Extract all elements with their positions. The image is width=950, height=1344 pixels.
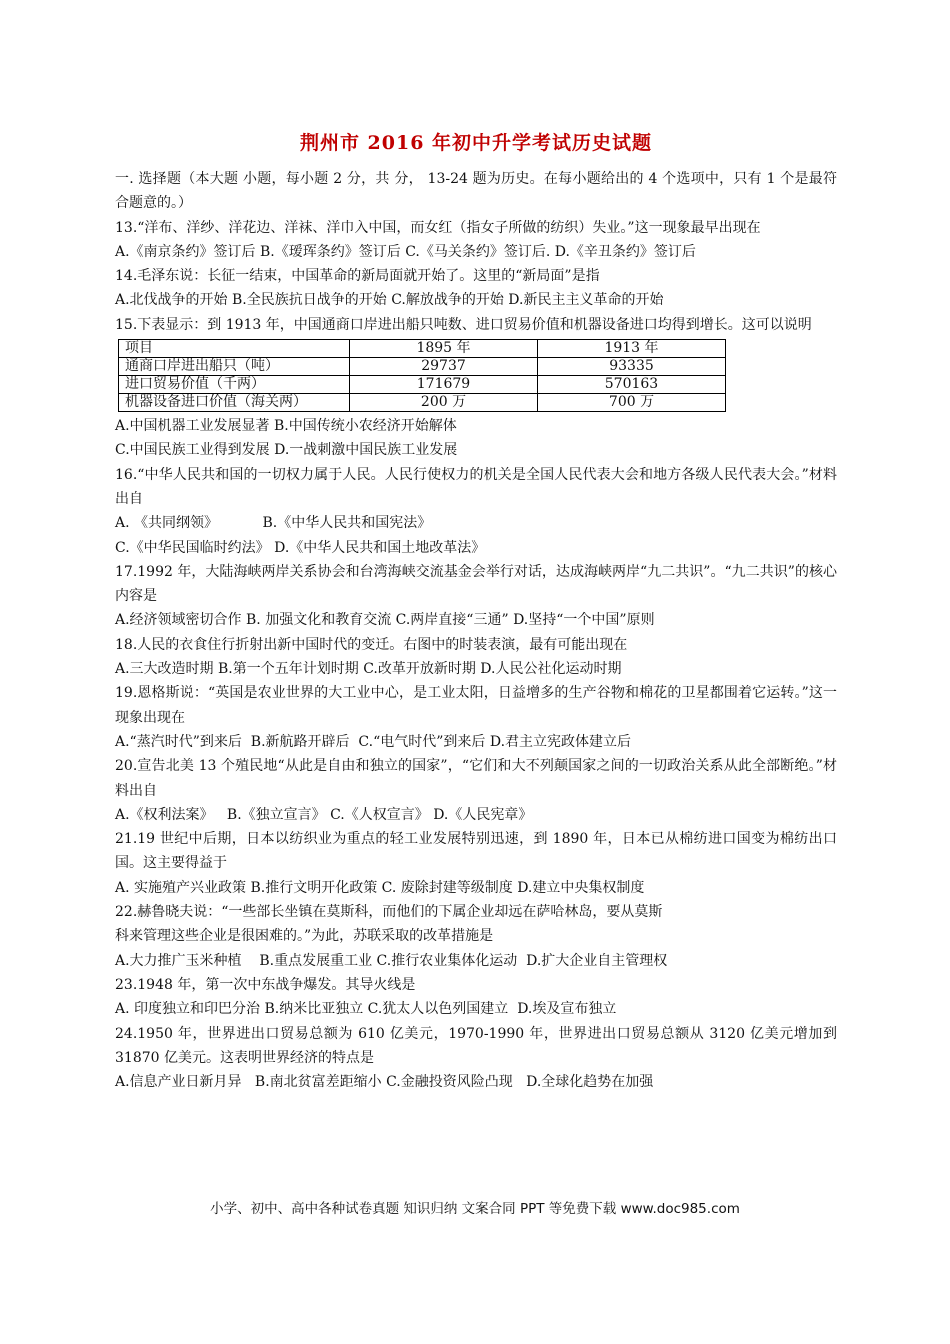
table-header-cell: 项目	[119, 340, 350, 358]
question-24-options: A.信息产业日新月异 B.南北贫富差距缩小 C.金融投资风险凸现 D.全球化趋势在加强	[115, 1074, 654, 1091]
table-cell: 93335	[538, 358, 726, 376]
table-cell: 通商口岸进出船只（吨）	[119, 358, 350, 376]
question-15-table	[118, 339, 726, 412]
table-cell: 200 万	[350, 394, 538, 412]
table-cell: 机器设备进口价值（海关两）	[119, 394, 350, 412]
question-13-options: A.《南京条约》签订后 B.《瑷珲条约》签订后 C.《马关条约》签订后. D.《辛丑条约》签订后	[115, 243, 696, 260]
table-row	[119, 358, 726, 376]
question-20-stem: 20.宣告北美 13 个殖民地“从此是自由和独立的国家”，“它们和大不列颠国家之间的一切政治关系从此全部断绝。”材料出自	[115, 758, 837, 799]
question-22-stem-1: 22.赫鲁晓夫说：“一些部长坐镇在莫斯科，而他们的下属企业却远在萨哈林岛，要从莫斯	[115, 904, 663, 921]
question-18-options: A.三大改造时期 B.第一个五年计划时期 C.改革开放新时期 D.人民公社化运动时期	[115, 661, 622, 678]
table-row	[119, 376, 726, 394]
question-16-options-2: C.《中华民国临时约法》 D.《中华人民共和国土地改革法》	[115, 539, 486, 556]
question-13-stem: 13.“洋布、洋纱、洋花边、洋袜、洋巾入中国，而女红（指女子所做的纺织）失业。”这一现象最早出现在	[115, 219, 761, 236]
table-header-cell: 1913 年	[538, 340, 726, 358]
question-23-options: A. 印度独立和印巴分治 B.纳米比亚独立 C.犹太人以色列国建立 D.埃及宣布独立	[115, 1001, 617, 1018]
question-14-options: A.北伐战争的开始 B.全民族抗日战争的开始 C.解放战争的开始 D.新民主主义革命的开始	[115, 292, 664, 309]
question-17-stem: 17.1992 年，大陆海峡两岸关系协会和台湾海峡交流基金会举行对话，达成海峡两岸“九二共识”。“九二共识”的核心内容是	[115, 563, 837, 605]
question-20-options: A.《权利法案》 B.《独立宣言》 C.《人权宣言》 D.《人民宪章》	[115, 806, 533, 823]
table-cell: 29737	[350, 358, 538, 376]
table-header-cell: 1895 年	[350, 340, 538, 358]
question-15-stem: 15.下表显示：到 1913 年，中国通商口岸进出船只吨数、进口贸易价值和机器设备进口均得到增长。这可以说明	[115, 316, 812, 333]
page-title: 荆州市 2016 年初中升学考试历史试题	[299, 132, 653, 154]
question-19-options: A.“蒸汽时代”到来后 B.新航路开辟后 C.“电气时代”到来后 D.君主立宪政体建立后	[115, 733, 632, 750]
table-row	[119, 394, 726, 412]
question-15-options-2: C.中国民族工业得到发展 D.一战刺激中国民族工业发展	[115, 442, 458, 459]
question-16-options-1: A. 《共同纲领》 B.《中华人民共和国宪法》	[115, 515, 432, 532]
question-24-stem: 24.1950 年，世界进出口贸易总额为 610 亿美元，1970-1990 年，世界进出口贸易总额从 3120 亿美元增加到 31870 亿美元。这表明世界经济的特点是	[115, 1025, 837, 1066]
table-cell: 570163	[538, 376, 726, 394]
question-17-options: A.经济领域密切合作 B. 加强文化和教育交流 C.两岸直接“三通” D.坚持“一个中国”原则	[115, 612, 655, 629]
question-22-stem-2: 科来管理这些企业是很困难的。”为此，苏联采取的改革措施是	[115, 928, 494, 945]
question-19-stem: 19.恩格斯说：“英国是农业世界的大工业中心，是工业太阳，日益增多的生产谷物和棉花的卫星都围着它运转。”这一现象出现在	[115, 685, 837, 726]
table-cell: 进口贸易价值（千两）	[119, 376, 350, 394]
question-22-options: A.大力推广玉米种植 B.重点发展重工业 C.推行农业集体化运动 D.扩大企业自主管理权	[115, 952, 668, 969]
table-cell: 171679	[350, 376, 538, 394]
question-14-stem: 14.毛泽东说：长征一结束，中国革命的新局面就开始了。这里的“新局面”是指	[115, 268, 600, 285]
question-16-stem: 16.“中华人民共和国的一切权力属于人民。人民行使权力的机关是全国人民代表大会和地方各级人民代表大会。”材料出自	[115, 466, 837, 507]
table-header-row	[119, 340, 726, 358]
exam-page	[115, 128, 837, 1094]
table-cell: 700 万	[538, 394, 726, 412]
question-21-options: A. 实施殖产兴业政策 B.推行文明开化政策 C. 废除封建等级制度 D.建立中央集权制度	[115, 879, 645, 896]
section-intro: 一. 选择题（本大题 小题，每小题 2 分，共 分， 13-24 题为历史。在每小题给出的 4 个选项中，只有 1 个是最符合题意的。）	[115, 171, 837, 212]
question-21-stem: 21.19 世纪中后期，日本以纺织业为重点的轻工业发展特别迅速，到 1890 年，日本已从棉纺进口国变为棉纺出口国。这主要得益于	[115, 831, 837, 872]
question-15-options-1: A.中国机器工业发展显著 B.中国传统小农经济开始解体	[115, 418, 457, 435]
question-23-stem: 23.1948 年，第一次中东战争爆发。其导火线是	[115, 976, 416, 993]
question-18-stem: 18.人民的衣食住行折射出新中国时代的变迁。右图中的时装表演，最有可能出现在	[115, 636, 628, 653]
page-footer: 小学、初中、高中各种试卷真题 知识归纳 文案合同 PPT 等免费下载 www.doc985.com	[210, 1201, 740, 1217]
